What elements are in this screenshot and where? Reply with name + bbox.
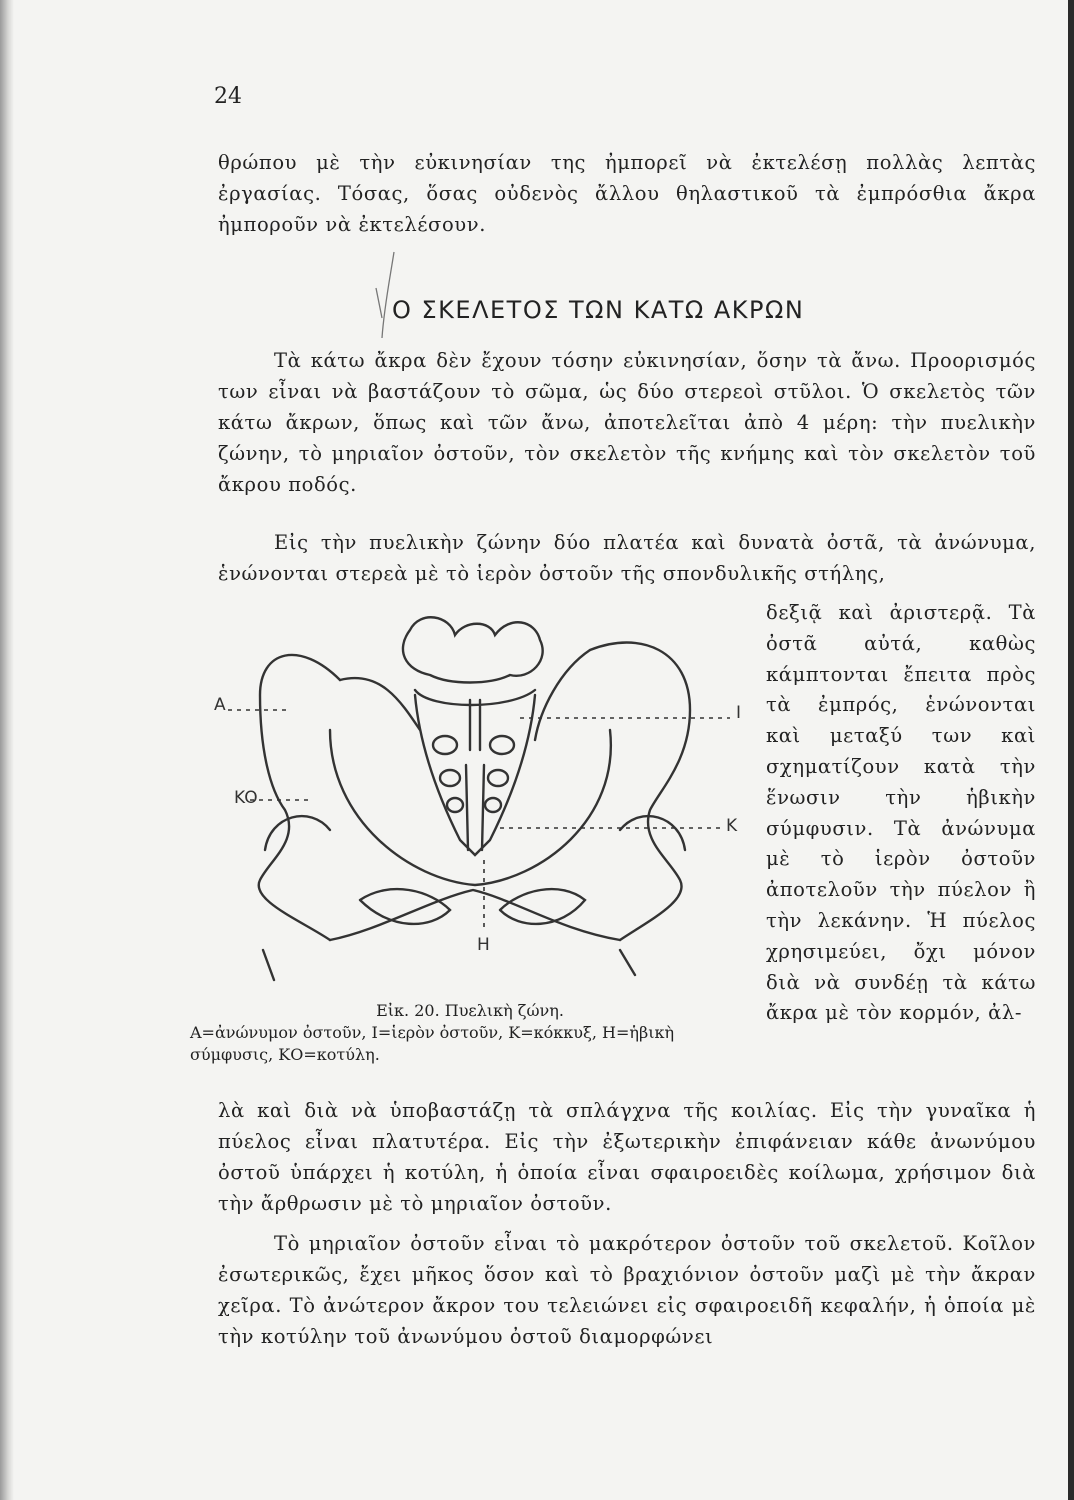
paragraph-body-1-text: Τὰ κάτω ἄκρα δὲν ἔχουν τόσην εὐκινησίαν, ὅσην τὰ ἄνω. Προορισμός των εἶναι νὰ βαστάζουν τὸ σῶμα, ὡς δύο στερεοὶ στῦλοι. Ὁ σκελετὸς τῶν κάτω ἄκρων, ὅπως καὶ τῶν ἄνω, ἀποτελεῖται ἀπὸ 4 μέρη: τὴν πυελικὴν ζώνην, τὸ μηριαῖον ὀστοῦν, τὸν σκελετὸν τῆς κνήμης καὶ τὸν σκελετὸν τοῦ ἄκρου ποδός. — [218, 349, 1036, 496]
label-i: I — [736, 703, 742, 723]
paragraph-side: δεξιᾷ καὶ ἀριστερᾷ. Τὰ ὀστᾶ αὐτά, καθὼς κάμπτονται ἔπειτα πρὸς τὰ ἐμπρός, ἑνώνονται καὶ μεταξύ των καὶ σχηματίζουν κατὰ τὴν ἕνωσιν τὴν ἡβικὴν σύμφυσιν. Τὰ ἀνώνυμα μὲ τὸ ἱερὸν ὀστοῦν ἀποτελοῦν τὴν πύελον ἢ τὴν λεκάνην. Ἡ πύελος χρησιμεύει, ὄχι μόνον διὰ νὰ συνδέῃ τὰ κάτω ἄκρα μὲ τὸν κορμόν, ἀλ- — [766, 601, 1036, 1025]
page-edge-dark — [1068, 0, 1074, 1500]
caption-text: Α=ἀνώνυμον ὀστοῦν, Ι=ἱερὸν ὀστοῦν, Κ=κόκκυξ, Η=ἡβικὴ σύμφυσις, ΚΟ=κοτύλη. — [190, 1023, 675, 1064]
figure-caption — [190, 1000, 750, 1066]
paragraph-body-2 — [218, 527, 1036, 589]
paragraph-femur-text: Τὸ μηριαῖον ὀστοῦν εἶναι τὸ μακρότερον ὀστοῦν τοῦ σκελετοῦ. Κοῖλον ἐσωτερικῶς, ἔχει μῆκος ὅσον καὶ τὸ βραχιόνιον ὀστοῦν μαζὶ μὲ τὴν ἄκραν χεῖρα. Τὸ ἀνώτερον ἄκρον του τελειώνει εἰς σφαιροειδῆ κεφαλήν, ἡ ὁποία μὲ τὴν κοτύλην τοῦ ἀνωνύμου ὀστοῦ διαμορφώνει — [218, 1232, 1036, 1348]
label-k: K — [726, 816, 738, 836]
page-number: 24 — [214, 84, 242, 109]
pelvis-illustration — [190, 600, 750, 1000]
page-edge-shadow — [0, 0, 14, 1500]
paragraph-body-1 — [218, 345, 1036, 500]
label-a: A — [214, 695, 226, 715]
paragraph-after-figure — [218, 1095, 1036, 1219]
section-heading: Ο ΣΚΕΛΕΤΟΣ ΤΩΝ ΚΑΤΩ ΑΚΡΩΝ — [392, 296, 805, 324]
caption-title: Εἰκ. 20. Πυελικὴ ζώνη. — [376, 1001, 564, 1020]
paragraph-intro — [218, 147, 1036, 240]
paragraph-femur — [218, 1228, 1036, 1352]
paragraph-body-2-text: Εἰς τὴν πυελικὴν ζώνην δύο πλατέα καὶ δυνατὰ ὀστᾶ, τὰ ἀνώνυμα, ἑνώνονται στερεὰ μὲ τὸ ἱερὸν ὀστοῦν τῆς σπονδυλικῆς στήλης, — [218, 531, 1036, 585]
pelvis-figure — [190, 600, 750, 1000]
label-ko: KO — [234, 788, 258, 808]
paragraph-after-figure-text: λὰ καὶ διὰ νὰ ὑποβαστάζῃ τὰ σπλάγχνα τῆς κοιλίας. Εἰς τὴν γυναῖκα ἡ πύελος εἶναι πλατυτέρα. Εἰς τὴν ἐξωτερικὴν ἐπιφάνειαν κάθε ἀνωνύμου ὀστοῦ ὑπάρχει ἡ κοτύλη, ἡ ὁποία εἶναι σφαιροειδὲς κοίλωμα, χρήσιμον διὰ τὴν ἄρθρωσιν μὲ τὸ μηριαῖον ὀστοῦν. — [218, 1099, 1036, 1215]
label-h: H — [477, 935, 490, 955]
paragraph-intro-text: θρώπου μὲ τὴν εὐκινησίαν της ἠμπορεῖ νὰ ἐκτελέσῃ πολλὰς λεπτὰς ἐργασίας. Τόσας, ὅσας οὐδενὸς ἄλλου θηλαστικοῦ τὰ ἐμπρόσθια ἄκρα ἠμποροῦν νὰ ἐκτελέσουν. — [218, 151, 1036, 236]
